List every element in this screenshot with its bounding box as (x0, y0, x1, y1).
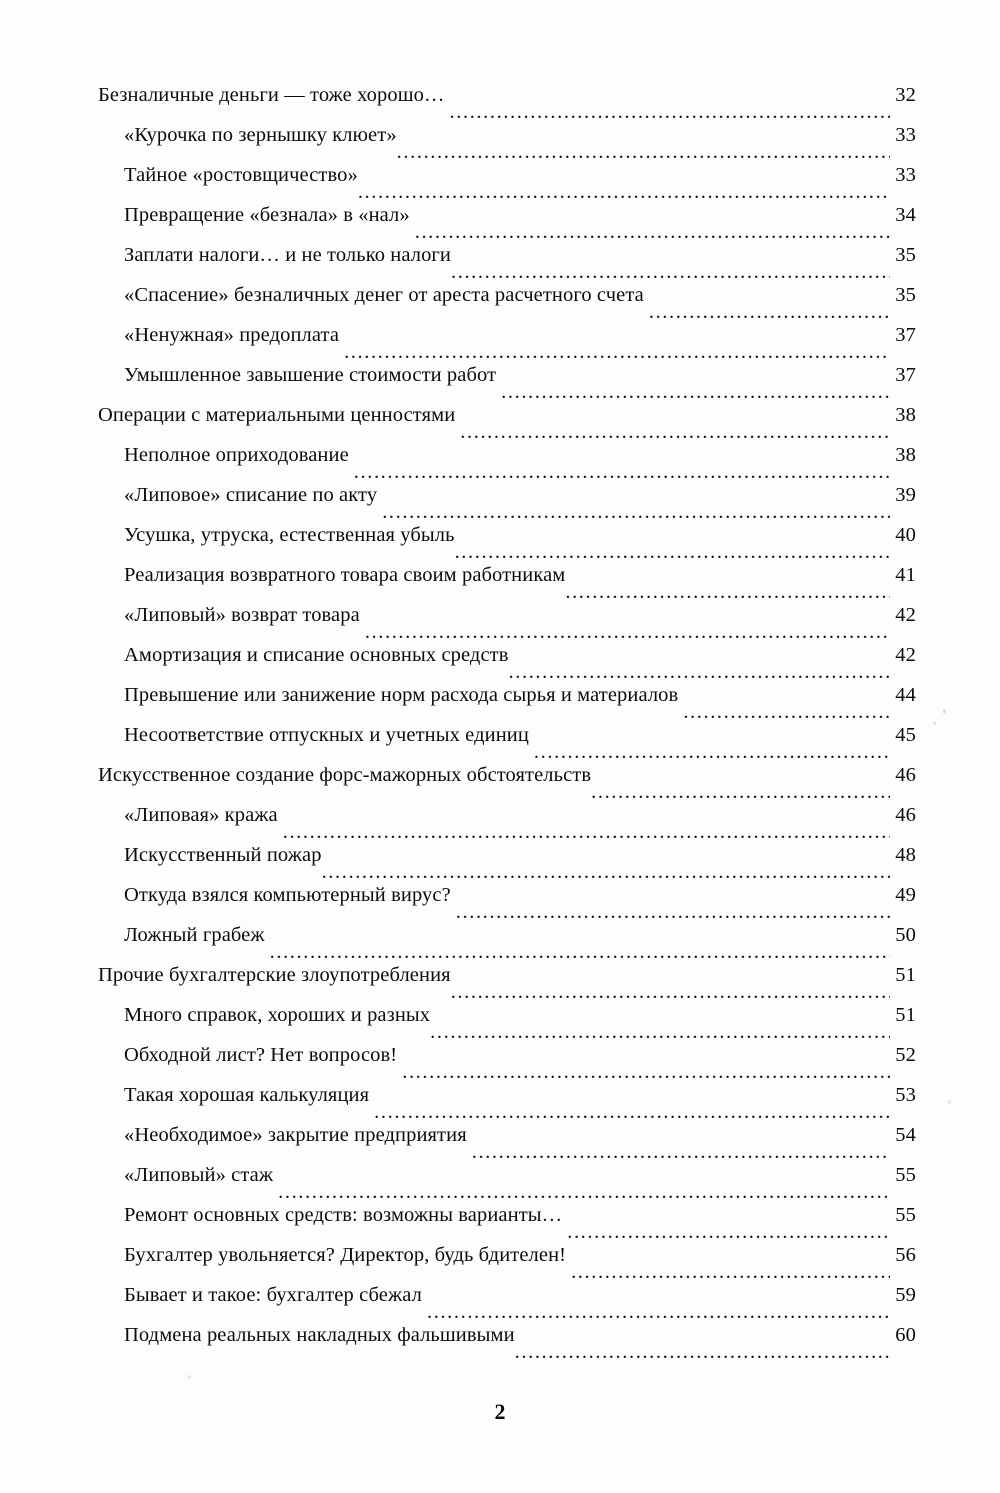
toc-entry-title: «Липовая» кража (124, 804, 278, 826)
toc-entry-page-number: 33 (895, 164, 916, 186)
toc-dot-leader (270, 944, 890, 965)
toc-entry-page-number: 34 (895, 204, 916, 226)
table-of-contents (98, 84, 916, 1364)
toc-entry[interactable] (98, 724, 916, 764)
toc-dot-leader (472, 1144, 890, 1165)
toc-entry-page-number: 51 (895, 1004, 916, 1026)
toc-entry-title: Прочие бухгалтерские злоупотребления (98, 964, 451, 986)
toc-entry[interactable] (98, 1244, 916, 1284)
toc-entry[interactable] (98, 564, 916, 604)
toc-entry-title: Неполное оприходование (124, 444, 349, 466)
scan-speckle (943, 709, 946, 714)
toc-dot-leader (374, 1104, 890, 1125)
toc-entry-page-number: 37 (895, 364, 916, 386)
toc-entry-title: Операции с материальными ценностями (98, 404, 456, 426)
toc-entry-title: Несоответствие отпускных и учетных единиц (124, 724, 529, 746)
toc-entry-title: Заплати налоги… и не только налоги (124, 244, 451, 266)
toc-entry[interactable] (98, 364, 916, 404)
toc-dot-leader (649, 304, 890, 325)
toc-entry-page-number: 48 (895, 844, 916, 866)
toc-entry[interactable] (98, 1044, 916, 1084)
toc-entry-page-number: 51 (895, 964, 916, 986)
toc-entry[interactable] (98, 804, 916, 844)
toc-dot-leader (397, 144, 890, 165)
toc-dot-leader (450, 104, 890, 125)
toc-entry-page-number: 50 (895, 924, 916, 946)
toc-entry[interactable] (98, 484, 916, 524)
toc-entry-page-number: 55 (895, 1164, 916, 1186)
toc-entry-title: Подмена реальных накладных фальшивыми (124, 1324, 515, 1346)
toc-dot-leader (278, 1184, 890, 1205)
toc-entry-title: Амортизация и списание основных средств (124, 644, 509, 666)
toc-entry-title: Превращение «безнала» в «нал» (124, 204, 410, 226)
toc-entry-page-number: 46 (895, 804, 916, 826)
toc-entry[interactable] (98, 684, 916, 724)
toc-entry[interactable] (98, 1284, 916, 1324)
toc-entry-page-number: 37 (895, 324, 916, 346)
toc-entry-title: «Курочка по зернышку клюет» (124, 124, 397, 146)
toc-dot-leader (415, 224, 890, 245)
toc-dot-leader (460, 424, 890, 445)
toc-dot-leader (567, 1224, 890, 1245)
toc-dot-leader (382, 504, 890, 525)
toc-entry-page-number: 55 (895, 1204, 916, 1226)
toc-dot-leader (358, 184, 890, 205)
toc-entry-page-number: 38 (895, 444, 916, 466)
toc-dot-leader (402, 1064, 890, 1085)
toc-entry[interactable] (98, 84, 916, 124)
toc-entry-title: Такая хорошая калькуляция (124, 1084, 370, 1106)
toc-entry-title: Реализация возвратного товара своим работникам (124, 564, 566, 586)
toc-entry-page-number: 59 (895, 1284, 916, 1306)
toc-entry[interactable] (98, 844, 916, 884)
toc-entry-page-number: 41 (895, 564, 916, 586)
toc-entry-page-number: 35 (895, 244, 916, 266)
toc-entry-title: Умышленное завышение стоимости работ (124, 364, 497, 386)
toc-entry[interactable] (98, 1204, 916, 1244)
toc-entry[interactable] (98, 524, 916, 564)
toc-entry[interactable] (98, 444, 916, 484)
toc-entry[interactable] (98, 1124, 916, 1164)
toc-entry[interactable] (98, 964, 916, 1004)
page-number: 2 (494, 1399, 506, 1424)
toc-entry-title: Искусственное создание форс-мажорных обстоятельств (98, 764, 592, 786)
toc-dot-leader (456, 904, 890, 925)
toc-entry-page-number: 54 (895, 1124, 916, 1146)
toc-dot-leader (322, 864, 890, 885)
toc-entry-page-number: 35 (895, 284, 916, 306)
toc-dot-leader (455, 544, 890, 565)
toc-entry[interactable] (98, 324, 916, 364)
toc-entry[interactable] (98, 764, 916, 804)
toc-dot-leader (365, 624, 890, 645)
toc-entry-page-number: 32 (895, 84, 916, 106)
scan-speckle (948, 1100, 951, 1104)
toc-entry-title: Превышение или занижение норм расхода сырья и материалов (124, 684, 679, 706)
toc-entry-page-number: 42 (895, 644, 916, 666)
toc-entry[interactable] (98, 244, 916, 284)
toc-entry-page-number: 53 (895, 1084, 916, 1106)
toc-entry-page-number: 44 (895, 684, 916, 706)
toc-entry-title: Тайное «ростовщичество» (124, 164, 358, 186)
toc-entry[interactable] (98, 924, 916, 964)
toc-dot-leader (501, 384, 890, 405)
toc-entry-title: Искусственный пожар (124, 844, 322, 866)
toc-entry-page-number: 40 (895, 524, 916, 546)
toc-entry-page-number: 60 (895, 1324, 916, 1346)
scan-speckle (933, 722, 936, 725)
toc-dot-leader (571, 1264, 890, 1285)
toc-entry-title: Много справок, хороших и разных (124, 1004, 431, 1026)
toc-dot-leader (683, 704, 890, 725)
toc-entry-page-number: 52 (895, 1044, 916, 1066)
toc-entry-page-number: 46 (895, 764, 916, 786)
toc-entry-page-number: 38 (895, 404, 916, 426)
toc-dot-leader (354, 464, 890, 485)
toc-entry-title: Бухгалтер увольняется? Директор, будь бдителен! (124, 1244, 567, 1266)
toc-entry-title: «Липовый» возврат товара (124, 604, 360, 626)
toc-entry-page-number: 42 (895, 604, 916, 626)
toc-entry[interactable] (98, 124, 916, 164)
toc-dot-leader (427, 1304, 890, 1325)
toc-entry[interactable] (98, 1004, 916, 1044)
toc-entry[interactable] (98, 1084, 916, 1124)
toc-entry[interactable] (98, 204, 916, 244)
toc-entry-title: «Необходимое» закрытие предприятия (124, 1124, 467, 1146)
toc-entry-title: «Липовое» списание по акту (124, 484, 378, 506)
toc-entry-title: «Липовый» стаж (124, 1164, 274, 1186)
toc-dot-leader (451, 264, 890, 285)
toc-dot-leader (591, 784, 890, 805)
toc-entry-title: Бывает и такое: бухгалтер сбежал (124, 1284, 422, 1306)
toc-entry[interactable] (98, 884, 916, 924)
toc-dot-leader (430, 1024, 890, 1045)
toc-entry-title: «Спасение» безналичных денег от ареста расчетного счета (124, 284, 644, 306)
toc-dot-leader (534, 744, 890, 765)
toc-entry-title: Безналичные деньги — тоже хорошо… (98, 84, 445, 106)
toc-entry-title: Усушка, утруска, естественная убыль (124, 524, 455, 546)
toc-entry[interactable] (98, 644, 916, 684)
toc-entry-page-number: 45 (895, 724, 916, 746)
toc-entry-page-number: 49 (895, 884, 916, 906)
toc-entry-page-number: 33 (895, 124, 916, 146)
toc-entry-title: «Ненужная» предоплата (124, 324, 340, 346)
toc-dot-leader (283, 824, 890, 845)
toc-dot-leader (515, 1344, 890, 1365)
toc-entry[interactable] (98, 604, 916, 644)
toc-entry[interactable] (98, 404, 916, 444)
toc-entry-page-number: 56 (895, 1244, 916, 1266)
scan-speckle (188, 1375, 191, 1379)
toc-entry-title: Ложный грабеж (124, 924, 265, 946)
toc-dot-leader (344, 344, 890, 365)
toc-entry[interactable] (98, 164, 916, 204)
toc-entry-page-number: 39 (895, 484, 916, 506)
toc-entry[interactable] (98, 284, 916, 324)
toc-entry-title: Ремонт основных средств: возможны варианты… (124, 1204, 563, 1226)
toc-entry-title: Откуда взялся компьютерный вирус? (124, 884, 451, 906)
toc-dot-leader (451, 984, 890, 1005)
toc-entry[interactable] (98, 1164, 916, 1204)
toc-dot-leader (509, 664, 890, 685)
toc-entry[interactable] (98, 1324, 916, 1364)
toc-entry-title: Обходной лист? Нет вопросов! (124, 1044, 398, 1066)
toc-dot-leader (565, 584, 890, 605)
